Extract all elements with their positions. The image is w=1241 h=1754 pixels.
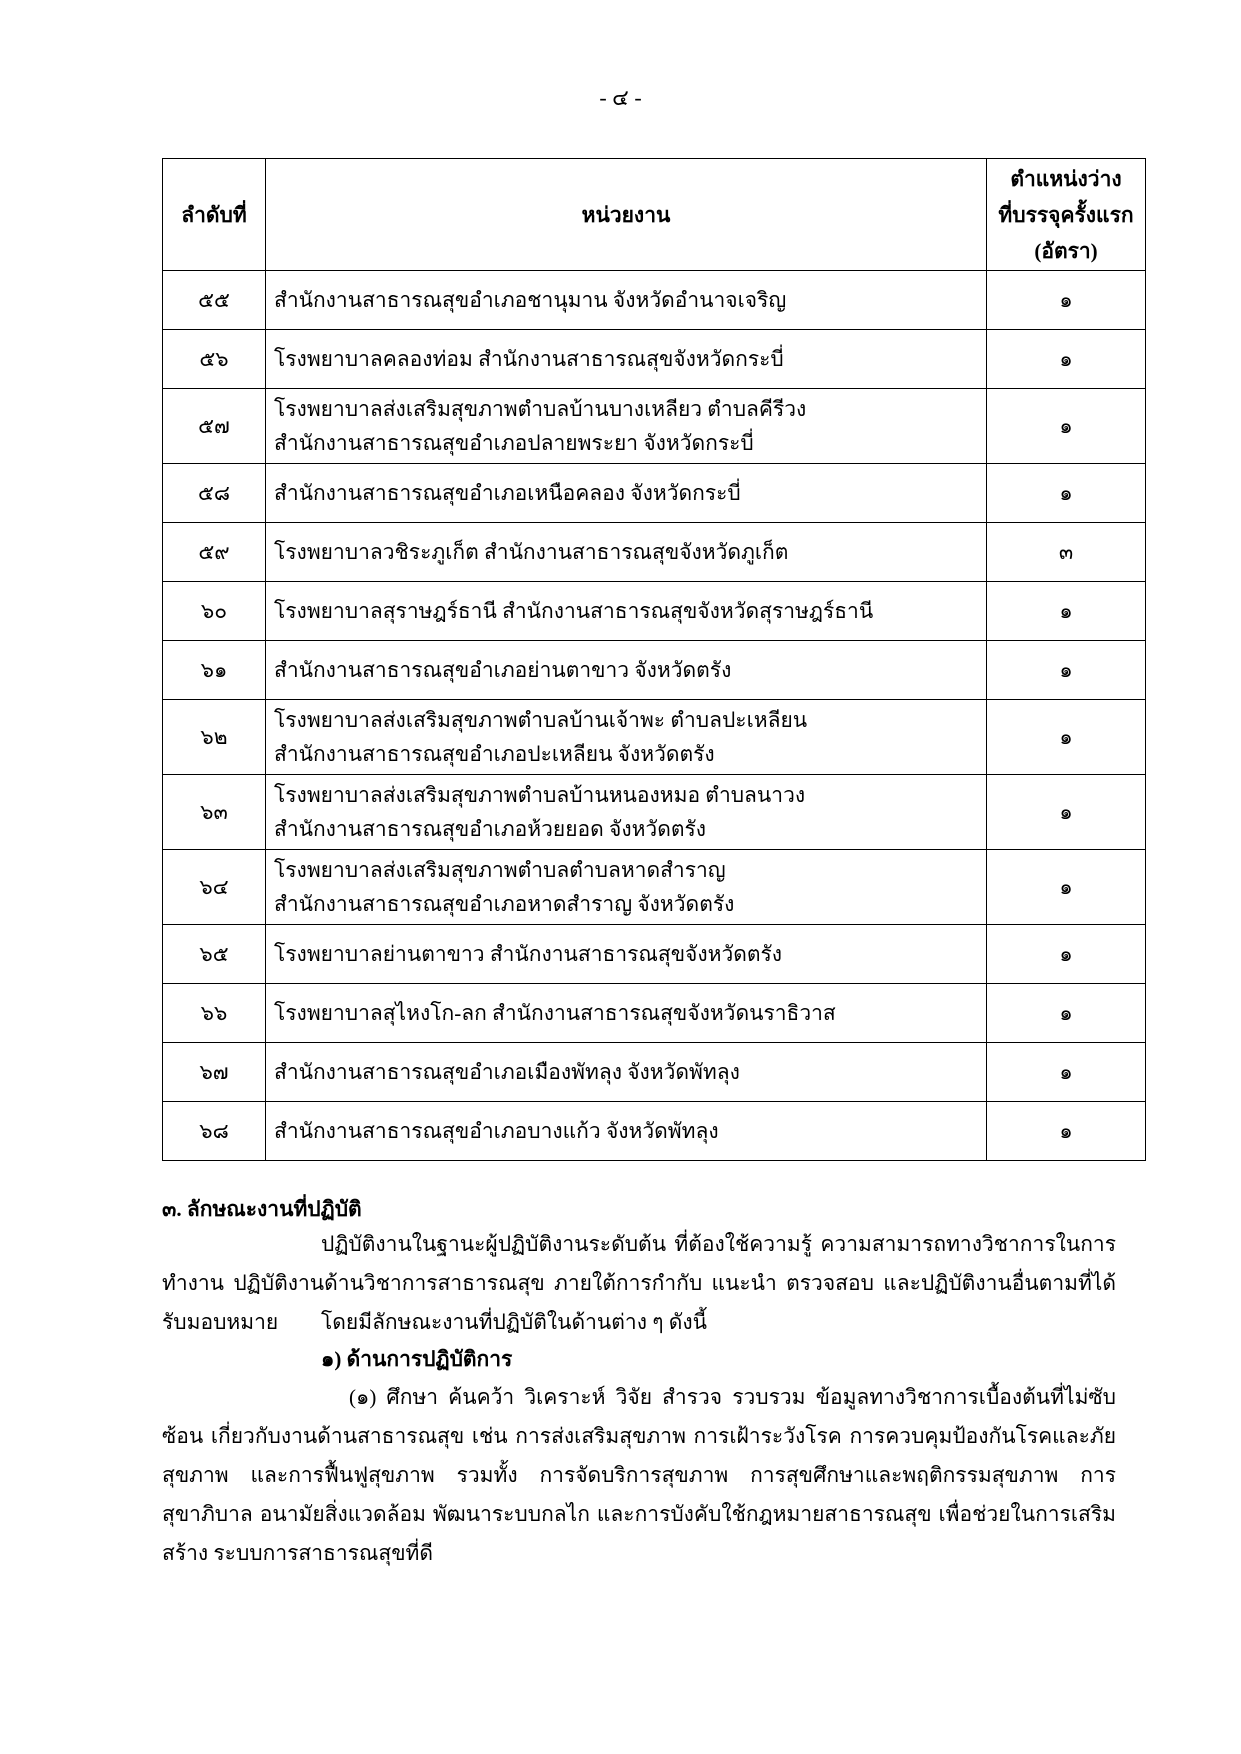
unit-line: สำนักงานสาธารณสุขอำเภอห้วยยอด จังหวัดตรัง: [274, 817, 707, 841]
table-row: [163, 523, 1146, 582]
table-header-row: [163, 159, 1146, 271]
row-unit: [266, 1102, 987, 1161]
header-rate-line: ตำแหน่งว่าง: [1010, 166, 1122, 191]
row-rate: ๑: [987, 389, 1146, 464]
row-number: ๖๗: [163, 1043, 266, 1102]
row-unit: [266, 1043, 987, 1102]
table-row: [163, 389, 1146, 464]
table-row: [163, 464, 1146, 523]
row-unit: [266, 641, 987, 700]
item-paragraph: (๑) ศึกษา ค้นคว้า วิเคราะห์ วิจัย สำรวจ รวบรวม ข้อมูลทางวิชาการเบื้องต้นที่ไม่ซับซ้อน เกี่ยวกับงานด้านสาธารณสุข เช่น การส่งเสริมสุขภาพ การเฝ้าระวังโรค การควบคุมป้องกันโรคและภัยสุขภาพ และการฟื้นฟูสุขภาพ รวมทั้ง การจัดบริการสุขภาพ การสุขศึกษาและพฤติกรรมสุขภาพ การสุขาภิบาล อนามัยสิ่งแวดล้อม พัฒนาระบบกลไก และการบังคับใช้กฎหมายสาธารณสุข เพื่อช่วยในการเสริมสร้าง ระบบการสาธารณสุขที่ดี: [162, 1385, 1116, 1565]
unit-line: สำนักงานสาธารณสุขอำเภอปะเหลียน จังหวัดตรัง: [274, 742, 715, 766]
unit-line: โรงพยาบาลส่งเสริมสุขภาพตำบลบ้านหนองหมอ ตำบลนาวง: [274, 783, 806, 807]
row-rate: ๓: [987, 523, 1146, 582]
header-rate: [987, 159, 1146, 271]
table-row: [163, 1043, 1146, 1102]
unit-line: โรงพยาบาลวชิระภูเก็ต สำนักงานสาธารณสุขจังหวัดภูเก็ต: [274, 540, 789, 564]
row-rate: ๑: [987, 464, 1146, 523]
unit-line: สำนักงานสาธารณสุขอำเภอชานุมาน จังหวัดอำนาจเจริญ: [274, 288, 787, 312]
table-row: [163, 984, 1146, 1043]
unit-line: โรงพยาบาลสุราษฎร์ธานี สำนักงานสาธารณสุขจังหวัดสุราษฎร์ธานี: [274, 599, 874, 623]
unit-line: สำนักงานสาธารณสุขอำเภอเหนือคลอง จังหวัดกระบี่: [274, 481, 741, 505]
row-unit: [266, 582, 987, 641]
row-number: ๕๗: [163, 389, 266, 464]
row-number: ๕๘: [163, 464, 266, 523]
row-rate: ๑: [987, 775, 1146, 850]
row-unit: [266, 984, 987, 1043]
row-number: ๖๐: [163, 582, 266, 641]
row-rate: ๑: [987, 850, 1146, 925]
section-title: ๓. ลักษณะงานที่ปฏิบัติ: [162, 1197, 362, 1221]
unit-line: โรงพยาบาลสุไหงโก-ลก สำนักงานสาธารณสุขจังหวัดนราธิวาส: [274, 1001, 836, 1025]
row-number: ๖๒: [163, 700, 266, 775]
unit-line: โรงพยาบาลส่งเสริมสุขภาพตำบลบ้านบางเหลียว ตำบลคีรีวง: [274, 397, 807, 421]
unit-line: โรงพยาบาลส่งเสริมสุขภาพตำบลตำบลหาดสำราญ: [274, 858, 726, 882]
row-rate: ๑: [987, 700, 1146, 775]
row-number: ๕๖: [163, 330, 266, 389]
row-number: ๖๑: [163, 641, 266, 700]
header-no: ลำดับที่: [163, 159, 266, 271]
section-intro-paragraph: ปฏิบัติงานในฐานะผู้ปฏิบัติงานระดับต้น ที่ต้องใช้ความรู้ ความสามารถทางวิชาการในการทำงาน ปฏิบัติงานด้านวิชาการสาธารณสุข ภายใต้การกำกับ แนะนำ ตรวจสอบ และปฏิบัติงานอื่นตามที่ได้รับมอบหมาย: [162, 1232, 1116, 1334]
row-unit: [266, 523, 987, 582]
row-number: ๕๙: [163, 523, 266, 582]
row-rate: ๑: [987, 1102, 1146, 1161]
row-rate: ๑: [987, 925, 1146, 984]
row-unit: [266, 775, 987, 850]
row-unit: [266, 850, 987, 925]
vacancy-table: [162, 158, 1146, 1161]
row-number: ๖๔: [163, 850, 266, 925]
unit-line: สำนักงานสาธารณสุขอำเภอย่านตาขาว จังหวัดตรัง: [274, 658, 732, 682]
row-unit: [266, 464, 987, 523]
row-unit: [266, 271, 987, 330]
table-row: [163, 582, 1146, 641]
row-number: ๕๕: [163, 271, 266, 330]
row-rate: ๑: [987, 641, 1146, 700]
row-number: ๖๘: [163, 1102, 266, 1161]
row-unit: [266, 925, 987, 984]
unit-line: โรงพยาบาลคลองท่อม สำนักงานสาธารณสุขจังหวัดกระบี่: [274, 347, 784, 371]
section-intro-continuation: โดยมีลักษณะงานที่ปฏิบัติในด้านต่าง ๆ ดังนี้: [321, 1310, 707, 1334]
table-row: [163, 330, 1146, 389]
header-rate-line: (อัตรา): [1034, 238, 1098, 263]
table-body: [163, 271, 1146, 1161]
row-rate: ๑: [987, 1043, 1146, 1102]
page-number: - ๔ -: [599, 85, 642, 110]
row-number: ๖๓: [163, 775, 266, 850]
row-number: ๖๖: [163, 984, 266, 1043]
row-rate: ๑: [987, 330, 1146, 389]
unit-line: สำนักงานสาธารณสุขอำเภอเมืองพัทลุง จังหวัดพัทลุง: [274, 1060, 740, 1084]
table-row: [163, 775, 1146, 850]
unit-line: สำนักงานสาธารณสุขอำเภอบางแก้ว จังหวัดพัทลุง: [274, 1119, 719, 1143]
table-row: [163, 641, 1146, 700]
row-rate: ๑: [987, 271, 1146, 330]
row-rate: ๑: [987, 984, 1146, 1043]
header-rate-line: ที่บรรจุครั้งแรก: [998, 202, 1134, 227]
row-number: ๖๕: [163, 925, 266, 984]
row-unit: [266, 700, 987, 775]
table-row: [163, 1102, 1146, 1161]
row-rate: ๑: [987, 582, 1146, 641]
unit-line: สำนักงานสาธารณสุขอำเภอปลายพระยา จังหวัดกระบี่: [274, 431, 754, 455]
subsection-title: ๑) ด้านการปฏิบัติการ: [321, 1347, 513, 1371]
unit-line: โรงพยาบาลย่านตาขาว สำนักงานสาธารณสุขจังหวัดตรัง: [274, 942, 783, 966]
table-row: [163, 925, 1146, 984]
table-row: [163, 850, 1146, 925]
table-row: [163, 271, 1146, 330]
row-unit: [266, 330, 987, 389]
unit-line: โรงพยาบาลส่งเสริมสุขภาพตำบลบ้านเจ้าพะ ตำบลปะเหลียน: [274, 708, 808, 732]
header-unit: หน่วยงาน: [266, 159, 987, 271]
table-row: [163, 700, 1146, 775]
row-unit: [266, 389, 987, 464]
unit-line: สำนักงานสาธารณสุขอำเภอหาดสำราญ จังหวัดตรัง: [274, 892, 735, 916]
